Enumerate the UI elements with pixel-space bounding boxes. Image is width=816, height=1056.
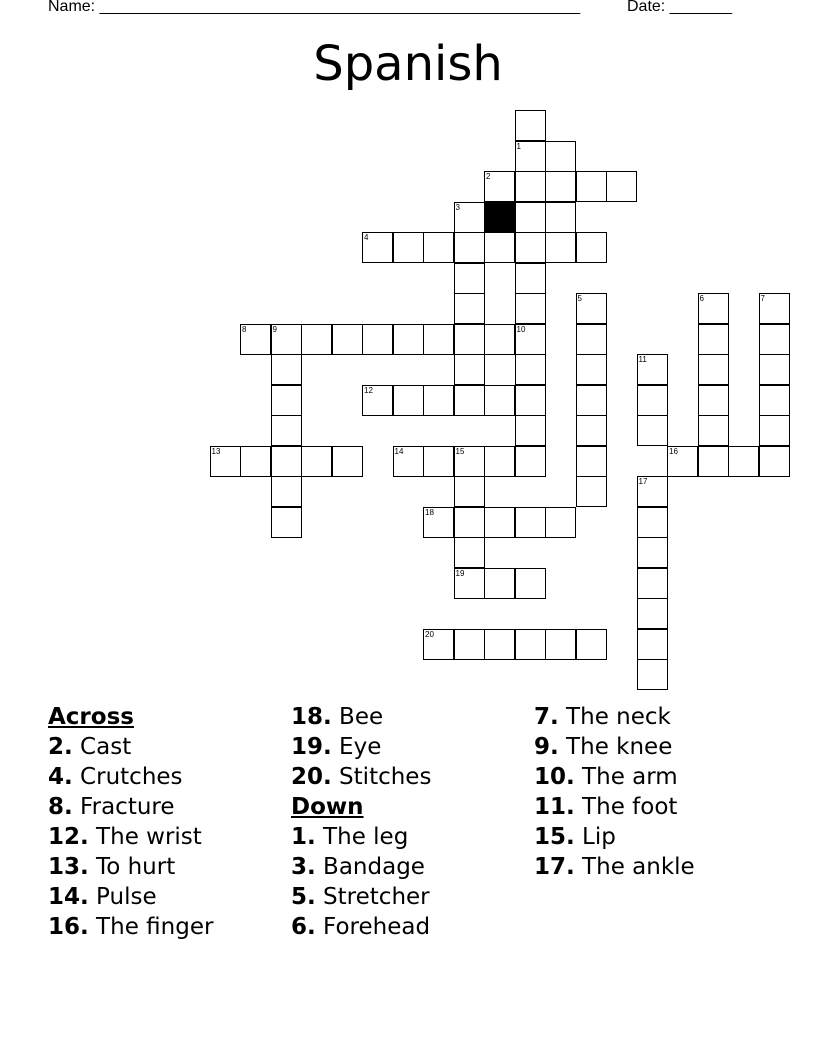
clue-item-text: The neck bbox=[558, 704, 671, 730]
clue-number: 9 bbox=[272, 324, 277, 334]
crossword-cell[interactable] bbox=[454, 202, 485, 233]
crossword-cell[interactable] bbox=[545, 202, 576, 233]
crossword-cell[interactable] bbox=[637, 629, 668, 660]
clue-item-number: 14. bbox=[48, 884, 89, 910]
clue-item-text: Lip bbox=[574, 824, 616, 850]
clues-column-1 bbox=[48, 702, 213, 942]
crossword-cell[interactable] bbox=[759, 446, 790, 477]
across-clue-list bbox=[48, 732, 213, 942]
crossword-cell[interactable] bbox=[454, 537, 485, 568]
clue-item-number: 20. bbox=[291, 764, 332, 790]
crossword-cell[interactable] bbox=[576, 354, 607, 385]
clue-item bbox=[291, 882, 431, 912]
clue-number: 20 bbox=[425, 629, 434, 639]
crossword-cell[interactable] bbox=[515, 385, 546, 416]
crossword-cell[interactable] bbox=[301, 446, 332, 477]
clue-item-number: 3. bbox=[291, 854, 316, 880]
clue-item bbox=[534, 852, 695, 882]
crossword-cell[interactable] bbox=[515, 629, 546, 660]
crossword-cell[interactable] bbox=[637, 537, 668, 568]
crossword-cell[interactable] bbox=[454, 385, 485, 416]
crossword-cell[interactable] bbox=[393, 324, 424, 355]
clue-item-text: Eye bbox=[331, 734, 382, 760]
clue-item bbox=[48, 882, 213, 912]
across-heading: Across bbox=[48, 704, 134, 730]
crossword-cell[interactable] bbox=[393, 446, 424, 477]
clue-item bbox=[534, 702, 695, 732]
clue-item bbox=[291, 852, 431, 882]
crossword-cell[interactable] bbox=[484, 385, 515, 416]
crossword-cell[interactable] bbox=[271, 354, 302, 385]
crossword-cell[interactable] bbox=[301, 324, 332, 355]
crossword-cell[interactable] bbox=[423, 446, 454, 477]
crossword-cell[interactable] bbox=[667, 446, 698, 477]
crossword-cell[interactable] bbox=[484, 507, 515, 538]
clue-item-number: 4. bbox=[48, 764, 73, 790]
crossword-cell[interactable] bbox=[515, 568, 546, 599]
crossword-cell[interactable] bbox=[545, 171, 576, 202]
crossword-cell[interactable] bbox=[637, 354, 668, 385]
crossword-cell[interactable] bbox=[515, 354, 546, 385]
crossword-cell[interactable] bbox=[545, 507, 576, 538]
clue-item-number: 11. bbox=[534, 794, 575, 820]
crossword-cell[interactable] bbox=[423, 232, 454, 263]
crossword-cell[interactable] bbox=[698, 293, 729, 324]
crossword-cell[interactable] bbox=[240, 446, 271, 477]
crossword-cell[interactable] bbox=[698, 354, 729, 385]
clue-item bbox=[48, 912, 213, 942]
crossword-cell[interactable] bbox=[484, 568, 515, 599]
crossword-cell[interactable] bbox=[576, 629, 607, 660]
crossword-cell[interactable] bbox=[515, 507, 546, 538]
crossword-cell[interactable] bbox=[576, 171, 607, 202]
clue-item-text: Stretcher bbox=[315, 884, 430, 910]
clue-item-text: Pulse bbox=[88, 884, 157, 910]
crossword-cell[interactable] bbox=[393, 385, 424, 416]
crossword-cell[interactable] bbox=[637, 415, 668, 446]
clue-number: 19 bbox=[455, 568, 465, 578]
crossword-cell[interactable] bbox=[515, 202, 546, 233]
crossword-cell[interactable] bbox=[698, 415, 729, 446]
crossword-cell[interactable] bbox=[576, 293, 607, 324]
crossword-cell[interactable] bbox=[515, 141, 546, 172]
crossword-cell[interactable] bbox=[759, 354, 790, 385]
crossword-cell[interactable] bbox=[637, 507, 668, 538]
crossword-cell[interactable] bbox=[515, 415, 546, 446]
crossword-cell[interactable] bbox=[332, 324, 363, 355]
clue-item bbox=[48, 792, 213, 822]
clue-item-text: The ankle bbox=[574, 854, 695, 880]
down-heading: Down bbox=[291, 794, 364, 820]
clue-item-number: 8. bbox=[48, 794, 73, 820]
crossword-cell[interactable] bbox=[484, 446, 515, 477]
clue-item-number: 12. bbox=[48, 824, 89, 850]
crossword-cell[interactable] bbox=[484, 171, 515, 202]
clue-item bbox=[291, 762, 431, 792]
clue-item bbox=[534, 732, 695, 762]
clue-number: 15 bbox=[455, 446, 465, 456]
clue-number: 4 bbox=[364, 233, 369, 242]
clue-item bbox=[291, 822, 431, 852]
clue-number: 11 bbox=[638, 355, 647, 364]
clue-item-number: 7. bbox=[534, 704, 559, 730]
clue-number: 16 bbox=[669, 446, 678, 456]
clue-item-text: The arm bbox=[574, 764, 678, 790]
crossword-cell[interactable] bbox=[576, 446, 607, 477]
crossword-cell[interactable] bbox=[454, 232, 485, 263]
clue-number: 2 bbox=[486, 172, 491, 181]
clue-number: 18 bbox=[425, 507, 434, 517]
crossword-cell[interactable] bbox=[423, 507, 454, 538]
clue-item-text: The foot bbox=[574, 794, 678, 820]
crossword-cell[interactable] bbox=[393, 232, 424, 263]
clue-item-number: 13. bbox=[48, 854, 89, 880]
crossword-cell[interactable] bbox=[515, 293, 546, 324]
crossword-cell[interactable] bbox=[271, 385, 302, 416]
clue-number: 1 bbox=[516, 141, 521, 151]
clue-item bbox=[534, 822, 695, 852]
clue-item-number: 16. bbox=[48, 914, 89, 940]
clue-item-text: The finger bbox=[88, 914, 214, 940]
crossword-cell[interactable] bbox=[484, 324, 515, 355]
crossword-cell[interactable] bbox=[728, 446, 759, 477]
crossword-cell[interactable] bbox=[759, 385, 790, 416]
clue-item-text: The wrist bbox=[88, 824, 202, 850]
clue-number: 3 bbox=[455, 202, 460, 212]
crossword-cell[interactable] bbox=[362, 385, 393, 416]
clue-item-text: The knee bbox=[558, 734, 673, 760]
crossword-cell[interactable] bbox=[271, 446, 302, 477]
page-title: Spanish bbox=[313, 36, 503, 92]
crossword-cell[interactable] bbox=[576, 385, 607, 416]
clue-item-number: 9. bbox=[534, 734, 559, 760]
crossword-cell[interactable] bbox=[454, 354, 485, 385]
clue-number: 13 bbox=[211, 446, 221, 456]
crossword-cell[interactable] bbox=[698, 446, 729, 477]
clue-number: 14 bbox=[394, 446, 404, 456]
clue-item bbox=[48, 762, 213, 792]
clue-number: 17 bbox=[638, 477, 648, 486]
crossword-cell[interactable] bbox=[332, 446, 363, 477]
crossword-cell[interactable] bbox=[423, 629, 454, 660]
clue-item bbox=[534, 762, 695, 792]
crossword-cell[interactable] bbox=[515, 263, 546, 294]
crossword-cell[interactable] bbox=[454, 263, 485, 294]
crossword-cell[interactable] bbox=[271, 507, 302, 538]
clue-number: 12 bbox=[364, 385, 373, 395]
clue-item-number: 19. bbox=[291, 734, 332, 760]
crossword-cell[interactable] bbox=[454, 446, 485, 477]
down-clue-list bbox=[291, 822, 431, 942]
crossword-cell[interactable] bbox=[271, 415, 302, 446]
crossword-cell[interactable] bbox=[454, 293, 485, 324]
crossword-cell[interactable] bbox=[484, 232, 515, 263]
crossword-cell[interactable] bbox=[759, 324, 790, 355]
crossword-cell[interactable] bbox=[454, 568, 485, 599]
date-field-label[interactable]: Date: _______ bbox=[627, 0, 732, 15]
across-clue-list-continued bbox=[291, 702, 431, 792]
clue-item-number: 17. bbox=[534, 854, 575, 880]
crossword-cell[interactable] bbox=[545, 141, 576, 172]
crossword-cell[interactable] bbox=[515, 171, 546, 202]
clue-item-number: 2. bbox=[48, 734, 73, 760]
crossword-cell[interactable] bbox=[545, 232, 576, 263]
crossword-cell[interactable] bbox=[637, 476, 668, 507]
crossword-cell[interactable] bbox=[606, 171, 637, 202]
clue-item-number: 10. bbox=[534, 764, 575, 790]
crossword-cell[interactable] bbox=[637, 568, 668, 599]
crossword-cell[interactable] bbox=[637, 385, 668, 416]
crossword-cell[interactable] bbox=[545, 629, 576, 660]
clues-column-2 bbox=[291, 702, 431, 942]
crossword-cell[interactable] bbox=[210, 446, 241, 477]
crossword-cell[interactable] bbox=[515, 324, 546, 355]
clue-number: 7 bbox=[760, 294, 765, 303]
clue-item bbox=[291, 702, 431, 732]
clue-item-number: 5. bbox=[291, 884, 316, 910]
clue-item-number: 6. bbox=[291, 914, 316, 940]
crossword-cell[interactable] bbox=[637, 598, 668, 629]
clue-item-text: Fracture bbox=[72, 794, 175, 820]
clue-item bbox=[291, 732, 431, 762]
crossword-cell[interactable] bbox=[240, 324, 271, 355]
crossword-cell[interactable] bbox=[423, 324, 454, 355]
clue-item bbox=[291, 912, 431, 942]
clue-item-number: 18. bbox=[291, 704, 332, 730]
clue-item-text: Forehead bbox=[315, 914, 431, 940]
crossword-cell[interactable] bbox=[759, 293, 790, 324]
clue-item-text: Cast bbox=[72, 734, 132, 760]
clue-item-text: The leg bbox=[315, 824, 409, 850]
clue-item-text: Bee bbox=[331, 704, 384, 730]
crossword-cell[interactable] bbox=[698, 385, 729, 416]
clue-item bbox=[48, 822, 213, 852]
crossword-cell[interactable] bbox=[576, 232, 607, 263]
clues-column-3 bbox=[534, 702, 695, 882]
clue-item-text: To hurt bbox=[88, 854, 176, 880]
crossword-cell[interactable] bbox=[515, 446, 546, 477]
crossword-cell[interactable] bbox=[576, 476, 607, 507]
crossword-cell[interactable] bbox=[271, 324, 302, 355]
crossword-cell[interactable] bbox=[637, 659, 668, 690]
crossword-cell[interactable] bbox=[576, 415, 607, 446]
name-field-label[interactable]: Name: ______________________________________________________ bbox=[48, 0, 581, 15]
crossword-black-cell bbox=[484, 202, 515, 233]
crossword-cell[interactable] bbox=[362, 324, 393, 355]
clue-item-number: 15. bbox=[534, 824, 575, 850]
clue-item bbox=[48, 732, 213, 762]
crossword-cell[interactable] bbox=[698, 324, 729, 355]
crossword-cell[interactable] bbox=[576, 324, 607, 355]
clue-number: 5 bbox=[577, 294, 582, 303]
crossword-cell[interactable] bbox=[362, 232, 393, 263]
clue-item bbox=[534, 792, 695, 822]
crossword-cell[interactable] bbox=[515, 110, 546, 141]
crossword-cell[interactable] bbox=[454, 629, 485, 660]
crossword-cell[interactable] bbox=[484, 629, 515, 660]
clue-item bbox=[48, 852, 213, 882]
down-clue-list-continued bbox=[534, 702, 695, 882]
clue-number: 8 bbox=[242, 324, 247, 334]
crossword-cell[interactable] bbox=[515, 232, 546, 263]
crossword-cell[interactable] bbox=[423, 385, 454, 416]
crossword-cell[interactable] bbox=[454, 324, 485, 355]
clue-item-text: Bandage bbox=[315, 854, 425, 880]
clue-number: 6 bbox=[699, 294, 704, 303]
crossword-cell[interactable] bbox=[759, 415, 790, 446]
crossword-cell[interactable] bbox=[454, 507, 485, 538]
crossword-cell[interactable] bbox=[271, 476, 302, 507]
clue-item-text: Crutches bbox=[72, 764, 183, 790]
clue-item-text: Stitches bbox=[331, 764, 432, 790]
clue-item-number: 1. bbox=[291, 824, 316, 850]
clue-number: 10 bbox=[516, 324, 526, 334]
crossword-cell[interactable] bbox=[454, 476, 485, 507]
